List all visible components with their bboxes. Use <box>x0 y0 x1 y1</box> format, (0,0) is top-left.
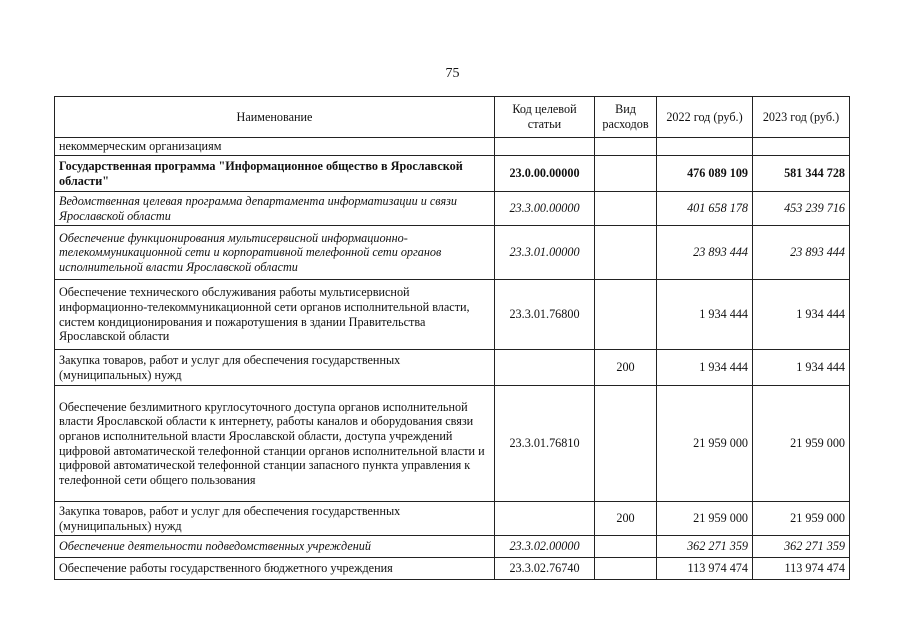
cell-y2022: 401 658 178 <box>657 192 753 226</box>
cell-y2023: 21 959 000 <box>753 502 850 536</box>
cell-y2022: 1 934 444 <box>657 280 753 350</box>
cell-code: 23.3.00.00000 <box>495 192 595 226</box>
cell-vid <box>595 536 657 558</box>
cell-y2022: 21 959 000 <box>657 502 753 536</box>
cell-vid: 200 <box>595 502 657 536</box>
cell-y2022: 476 089 109 <box>657 156 753 192</box>
cell-y2022: 362 271 359 <box>657 536 753 558</box>
cell-code: 23.3.01.76810 <box>495 386 595 502</box>
table-row <box>55 386 850 502</box>
cell-name: некоммерческим организациям <box>55 138 495 156</box>
page-number: 75 <box>445 66 460 81</box>
table-row <box>55 502 850 536</box>
cell-code: 23.0.00.00000 <box>495 156 595 192</box>
cell-y2023 <box>753 138 850 156</box>
header-2023: 2023 год (руб.) <box>753 97 850 138</box>
table-row <box>55 536 850 558</box>
cell-name: Закупка товаров, работ и услуг для обеспечения государственных (муниципальных) нужд <box>55 502 495 536</box>
cell-vid <box>595 280 657 350</box>
cell-y2023: 1 934 444 <box>753 280 850 350</box>
cell-code: 23.3.01.76800 <box>495 280 595 350</box>
budget-table <box>54 96 850 580</box>
header-code: Код целевой статьи <box>495 97 595 138</box>
cell-y2023: 23 893 444 <box>753 226 850 280</box>
cell-code: 23.3.02.76740 <box>495 558 595 580</box>
header-name: Наименование <box>55 97 495 138</box>
table-row <box>55 226 850 280</box>
cell-name: Обеспечение деятельности подведомственных учреждений <box>55 536 495 558</box>
cell-y2022: 1 934 444 <box>657 350 753 386</box>
cell-name: Обеспечение функционирования мультисервисной информационно-телекоммуникационной сети и корпоративной телефонной сети органов исполнительной власти Ярославской области <box>55 226 495 280</box>
cell-vid <box>595 138 657 156</box>
table-row <box>55 350 850 386</box>
cell-vid <box>595 386 657 502</box>
cell-y2023: 113 974 474 <box>753 558 850 580</box>
cell-name: Обеспечение работы государственного бюджетного учреждения <box>55 558 495 580</box>
header-2022: 2022 год (руб.) <box>657 97 753 138</box>
cell-name: Обеспечение технического обслуживания работы мультисервисной информационно-телекоммуникационной сети органов исполнительной власти, систем кондиционирования и пожаротушения в здании Правительства Ярославской области <box>55 280 495 350</box>
cell-y2022: 113 974 474 <box>657 558 753 580</box>
cell-code <box>495 502 595 536</box>
cell-code: 23.3.01.00000 <box>495 226 595 280</box>
cell-name: Ведомственная целевая программа департамента информатизации и связи Ярославской области <box>55 192 495 226</box>
cell-y2022: 23 893 444 <box>657 226 753 280</box>
cell-vid <box>595 156 657 192</box>
cell-code <box>495 138 595 156</box>
table-row <box>55 156 850 192</box>
cell-y2023: 581 344 728 <box>753 156 850 192</box>
header-vid: Вид расходов <box>595 97 657 138</box>
table-body <box>55 138 850 580</box>
table-row <box>55 558 850 580</box>
cell-vid: 200 <box>595 350 657 386</box>
cell-y2023: 453 239 716 <box>753 192 850 226</box>
cell-name: Закупка товаров, работ и услуг для обеспечения государственных (муниципальных) нужд <box>55 350 495 386</box>
cell-vid <box>595 226 657 280</box>
cell-code: 23.3.02.00000 <box>495 536 595 558</box>
cell-vid <box>595 192 657 226</box>
cell-code <box>495 350 595 386</box>
table-row <box>55 280 850 350</box>
cell-y2022 <box>657 138 753 156</box>
cell-y2023: 1 934 444 <box>753 350 850 386</box>
cell-y2023: 21 959 000 <box>753 386 850 502</box>
cell-y2022: 21 959 000 <box>657 386 753 502</box>
table-row <box>55 192 850 226</box>
table-header-row <box>55 97 850 138</box>
table-row <box>55 138 850 156</box>
cell-name: Обеспечение безлимитного круглосуточного доступа органов исполнительной власти Ярославской области к интернету, работы каналов и оборудования связи органов исполнительной власти Ярославской области, доступа учреждений цифровой автоматической телефонной станции органов исполнительной власти и цифровой автоматической телефонной станции запасного пункта управления к телефонной сети общего пользования <box>55 386 495 502</box>
cell-name: Государственная программа "Информационное общество в Ярославской области" <box>55 156 495 192</box>
cell-vid <box>595 558 657 580</box>
cell-y2023: 362 271 359 <box>753 536 850 558</box>
